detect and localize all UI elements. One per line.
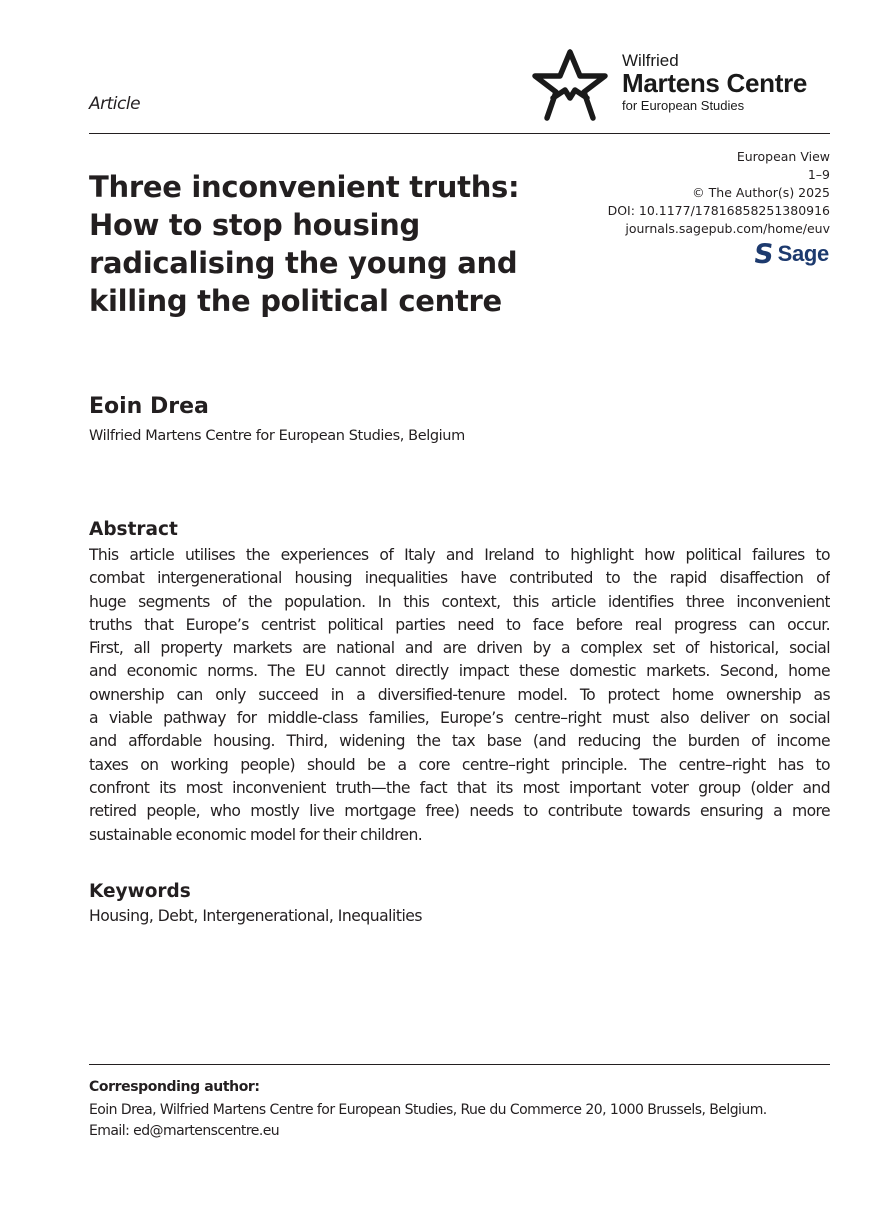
abstract-line: retired people, who mostly live mortgage free) needs to contribute towards ensuring a more [89,802,830,821]
header-divider [89,133,830,134]
abstract-line: combat intergenerational housing inequalities have contributed to the rapid disaffection of [89,569,830,588]
author-affiliation: Wilfried Martens Centre for European Studies, Belgium [89,428,465,444]
abstract-line: taxes on working people) should be a core centre–right principle. The centre–right has to [89,755,830,774]
logo-line-martens-centre: Martens Centre [622,68,808,98]
logo-line-wilfried: Wilfried [622,51,679,70]
copyright: © The Author(s) 2025 [692,185,830,200]
abstract-line: sustainable economic model for their children. [89,825,423,844]
sage-logo [751,238,829,270]
abstract-line: a viable pathway for middle-class families, Europe’s centre–right must also deliver on social [89,709,830,728]
sage-s-icon: S [751,238,776,270]
star-m-icon [530,46,610,124]
journal-meta [608,148,830,238]
abstract-heading: Abstract [89,519,178,540]
logo-wordmark [622,52,807,112]
corresponding-author-heading: Corresponding author: [89,1079,260,1095]
title-line: radicalising the young and [89,246,518,280]
abstract-text [89,544,830,847]
publisher-name: Sage [777,241,829,266]
corresponding-email[interactable]: Email: ed@martenscentre.eu [89,1123,280,1139]
abstract-line: and economic norms. The EU cannot directly impact these domestic markets. Second, home [89,662,830,681]
abstract-line: huge segments of the population. In this context, this article identifies three inconvenient [89,592,830,611]
author-name: Eoin Drea [89,394,209,419]
keywords-list: Housing, Debt, Intergenerational, Inequalities [89,907,423,925]
title-line: How to stop housing [89,208,420,242]
page-range: 1–9 [807,167,830,182]
martens-centre-logo [530,46,840,124]
abstract-line: and affordable housing. Third, widening the tax base (and reducing the burden of income [89,732,830,751]
corresponding-address: Eoin Drea, Wilfried Martens Centre for European Studies, Rue du Commerce 20, 1000 Brussels, Belgium. [89,1102,767,1118]
abstract-line: confront its most inconvenient truth—the fact that its most important voter group (older and [89,778,830,797]
journal-name: European View [736,149,830,164]
abstract-line: This article utilises the experiences of Italy and Ireland to highlight how political failures to [89,546,830,564]
article-title [89,168,539,320]
keywords-heading: Keywords [89,881,191,902]
title-line: Three inconvenient truths: [89,170,520,204]
footer-divider [89,1064,830,1065]
abstract-line: ownership can only succeed in a diversified-tenure model. To protect home ownership as [89,685,830,704]
logo-line-european-studies: for European Studies [622,98,745,113]
abstract-line: truths that Europe’s centrist political parties need to face before real progress can occur. [89,615,830,634]
journal-url[interactable]: journals.sagepub.com/home/euv [625,221,830,236]
title-line: killing the political centre [89,284,502,318]
article-type-label: Article [89,94,141,114]
corresponding-author-details [89,1100,767,1142]
abstract-line: First, all property markets are national and are driven by a complex set of historical, social [89,639,830,658]
doi[interactable]: DOI: 10.1177/17816858251380916 [607,203,830,218]
